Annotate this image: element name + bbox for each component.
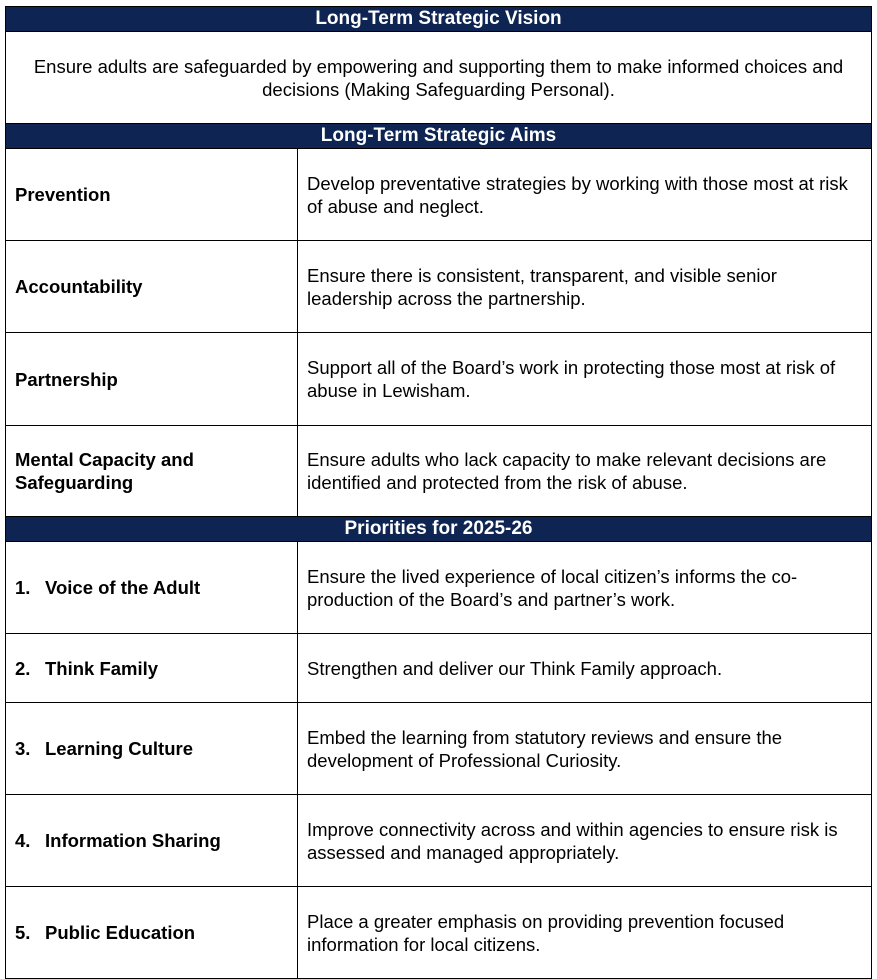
aims-header: Long-Term Strategic Aims	[6, 124, 871, 149]
priority-number: 2.	[15, 657, 31, 679]
priority-number: 3.	[15, 738, 31, 759]
aim-description: Support all of the Board’s work in protecting those most at risk of abuse in Lewisham.	[307, 357, 836, 401]
aim-row	[6, 426, 871, 517]
priority-row	[6, 887, 871, 978]
priority-description: Embed the learning from statutory reviews and ensure the development of Professional Curiosity.	[307, 726, 783, 771]
aim-label: Accountability	[6, 241, 298, 332]
priority-label	[6, 703, 298, 794]
aim-row	[6, 241, 871, 333]
aim-row	[6, 333, 871, 426]
priority-label	[6, 887, 298, 978]
vision-text: Ensure adults are safeguarded by empowering and supporting them to make informed choices and decisions (Making Safeguarding Personal).	[6, 32, 871, 124]
priority-title: Information Sharing	[45, 830, 221, 851]
priority-row	[6, 634, 871, 703]
priority-description: Strengthen and deliver our Think Family approach.	[307, 657, 723, 679]
priority-number: 1.	[15, 577, 31, 598]
priority-row	[6, 542, 871, 634]
priority-description: Improve connectivity across and within agencies to ensure risk is assessed and managed appropriately.	[307, 818, 838, 863]
priority-number: 5.	[15, 922, 31, 943]
priority-description: Place a greater emphasis on providing prevention focused information for local citizens.	[307, 910, 785, 955]
priority-description: Ensure the lived experience of local citizen’s informs the co-production of the Board’s and partner’s work.	[307, 565, 798, 610]
priority-label	[6, 795, 298, 886]
priority-number: 4.	[15, 830, 31, 851]
aim-description: Ensure adults who lack capacity to make relevant decisions are identified and protected from the risk of abuse.	[307, 449, 827, 493]
aim-label: Mental Capacity and Safeguarding	[6, 426, 298, 516]
priority-label	[6, 634, 298, 702]
priority-label	[6, 542, 298, 633]
priorities-header: Priorities for 2025-26	[6, 517, 871, 542]
priority-row	[6, 795, 871, 887]
aim-row	[6, 149, 871, 241]
priority-row	[6, 703, 871, 795]
aim-description: Ensure there is consistent, transparent, and visible senior leadership across the partnership.	[307, 264, 777, 309]
aim-label: Partnership	[6, 333, 298, 425]
aim-description: Develop preventative strategies by working with those most at risk of abuse and neglect.	[307, 172, 848, 217]
vision-header: Long-Term Strategic Vision	[6, 7, 871, 32]
priority-title: Voice of the Adult	[45, 577, 201, 598]
aim-label: Prevention	[6, 149, 298, 240]
strategy-table	[5, 6, 872, 979]
priority-title: Public Education	[45, 922, 196, 943]
priority-title: Learning Culture	[45, 738, 194, 759]
priority-title: Think Family	[45, 657, 159, 679]
